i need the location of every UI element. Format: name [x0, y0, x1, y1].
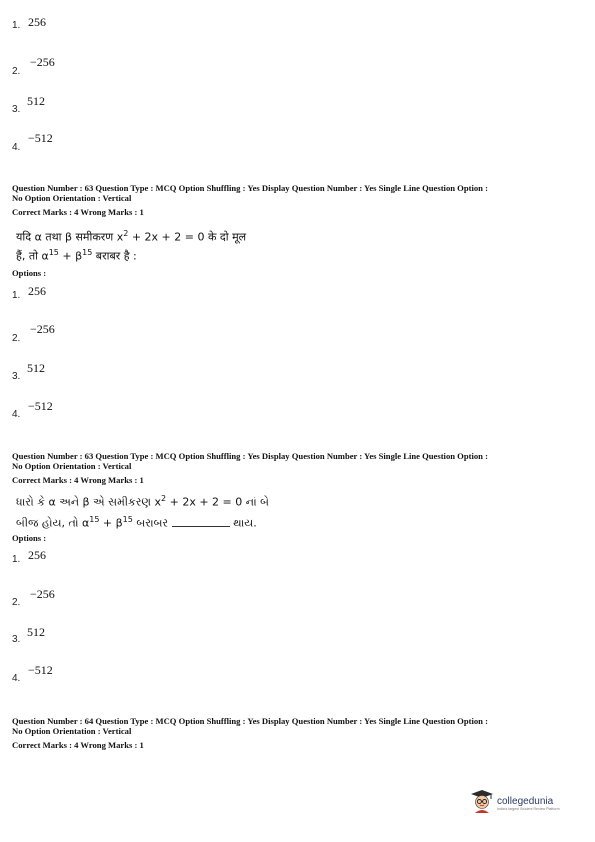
- option-number: 1.: [12, 554, 21, 565]
- option-value: 256: [28, 548, 46, 562]
- question-marks: Correct Marks : 4 Wrong Marks : 1: [12, 475, 144, 485]
- question-text-line-1: यदि α तथा β समीकरण $x^2 + 2x + 2 = 0$ के दो मूल: [16, 229, 247, 244]
- option-number: 2.: [12, 333, 21, 344]
- question-marks: Correct Marks : 4 Wrong Marks : 1: [12, 207, 144, 217]
- question-meta: Question Number : 64 Question Type : MCQ Option Shuffling : Yes Display Question Number : Yes Single Line Question Option :: [12, 716, 488, 726]
- option-value: −256: [30, 322, 55, 336]
- option-value: 256: [28, 284, 46, 298]
- collegedunia-logo: [470, 788, 560, 819]
- option-value: 512: [27, 94, 45, 108]
- question-text-line-1: ધારો કે α અને β એ સમીકરણ $x^2 + 2x + 2 = 0$ નાં બે: [16, 494, 269, 509]
- graduate-mascot-icon: [470, 788, 494, 819]
- option-number: 3.: [12, 371, 21, 382]
- question-text-line-2: બીજ હોય, તો $\alpha^{15} + \beta^{15}$ બરાબર થાય.: [16, 515, 257, 530]
- option-number: 3.: [12, 634, 21, 645]
- question-text-line-2: हैं, तो $\alpha^{15} + \beta^{15}$ बराबर है :: [16, 248, 137, 263]
- option-value: 256: [28, 15, 46, 29]
- question-meta-orientation: No Option Orientation : Vertical: [12, 461, 132, 471]
- option-value: −512: [28, 399, 53, 413]
- option-number: 4.: [12, 142, 21, 153]
- option-value: −512: [28, 663, 53, 677]
- option-number: 2.: [12, 597, 21, 608]
- question-meta: Question Number : 63 Question Type : MCQ Option Shuffling : Yes Display Question Number : Yes Single Line Question Option :: [12, 451, 488, 461]
- logo-wordmark: collegedunia: [497, 796, 554, 807]
- option-value: −256: [30, 587, 55, 601]
- option-number: 4.: [12, 673, 21, 684]
- question-marks: Correct Marks : 4 Wrong Marks : 1: [12, 740, 144, 750]
- logo-tagline: India's largest Student Review Platform: [497, 807, 560, 811]
- options-label: Options :: [12, 268, 47, 278]
- option-value: 512: [27, 361, 45, 375]
- option-number: 2.: [12, 66, 21, 77]
- question-meta: Question Number : 63 Question Type : MCQ Option Shuffling : Yes Display Question Number : Yes Single Line Question Option :: [12, 183, 488, 193]
- question-meta-orientation: No Option Orientation : Vertical: [12, 193, 132, 203]
- option-number: 3.: [12, 104, 21, 115]
- option-number: 1.: [12, 290, 21, 301]
- answer-blank: [172, 517, 230, 527]
- option-number: 4.: [12, 409, 21, 420]
- options-label: Options :: [12, 533, 47, 543]
- question-meta-orientation: No Option Orientation : Vertical: [12, 726, 132, 736]
- option-value: −512: [28, 131, 53, 145]
- option-value: 512: [27, 625, 45, 639]
- option-number: 1.: [12, 20, 21, 31]
- option-value: −256: [30, 55, 55, 69]
